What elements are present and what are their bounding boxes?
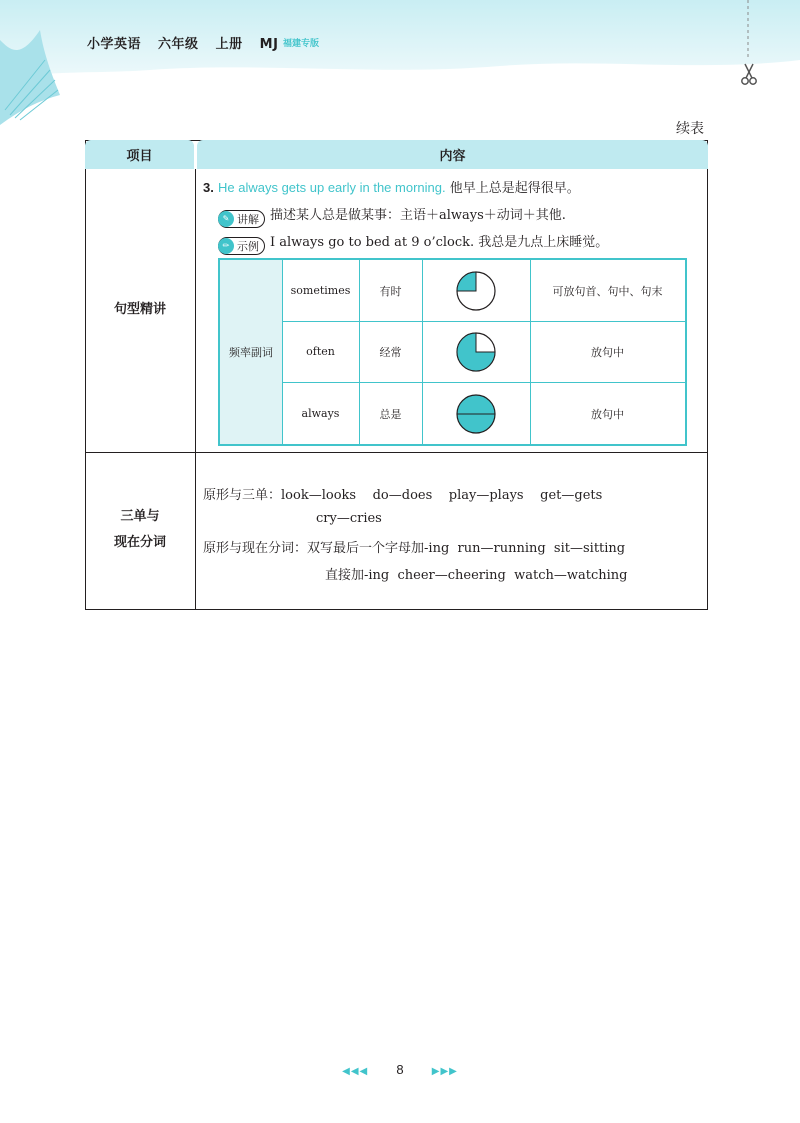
col-header-item: 项目 — [85, 140, 194, 169]
prev-arrows-icon: ◀◀◀ — [342, 1066, 369, 1077]
frequency-group-label: 频率副词 — [229, 346, 273, 359]
third-person-line-1 — [203, 484, 602, 503]
example-line — [218, 231, 608, 255]
freq-meaning: 经常 — [379, 345, 402, 359]
freq-word: often — [306, 345, 335, 358]
next-arrows-icon: ▶▶▶ — [431, 1066, 458, 1077]
participle-line-1 — [203, 537, 625, 556]
header-edition: MJ — [259, 37, 279, 52]
row-divider — [85, 452, 708, 453]
participle-line-2: 直接加-ing cheer—cheering watch—watching — [325, 568, 628, 583]
explain-tag-text: 讲解 — [237, 213, 259, 226]
example-tag-text: 示例 — [237, 240, 259, 253]
freq-word: always — [301, 407, 340, 420]
example-text: I always go to bed at 9 o’clock. 我总是九点上床睡觉。 — [270, 235, 609, 250]
header-banner — [0, 0, 800, 135]
participle-prefix: 原形与现在分词： — [203, 541, 308, 556]
third-person-prefix: 原形与三单： — [203, 488, 282, 503]
col-header-content: 内容 — [197, 140, 708, 169]
header-volume: 上册 — [215, 37, 243, 52]
frequency-grid — [282, 260, 685, 444]
frequency-circle-icon — [422, 383, 530, 444]
row-label-third-person — [85, 504, 195, 556]
header-region-tag: 福建专版 — [283, 39, 320, 49]
example-tag — [218, 237, 265, 255]
row-label-sentence-pattern: 句型精讲 — [113, 302, 166, 317]
item-number: 3. — [203, 180, 214, 195]
freq-word: sometimes — [290, 284, 351, 297]
row-label-line1: 三单与 — [120, 509, 160, 524]
frequency-circle-icon — [422, 321, 530, 382]
participle-items: 双写最后一个字母加-ing run—running sit—sitting — [307, 541, 626, 556]
freq-meaning: 有时 — [379, 284, 402, 298]
page-number: 8 — [396, 1062, 404, 1077]
explain-text: 描述某人总是做某事：主语＋always＋动词＋其他. — [270, 208, 566, 223]
freq-position: 放句中 — [591, 345, 624, 359]
explain-icon: ✎ — [218, 211, 234, 227]
freq-position: 可放句首、句中、句末 — [552, 284, 663, 298]
sentence-chinese: 他早上总是起得很早。 — [449, 181, 580, 196]
header-title — [87, 33, 290, 52]
freq-meaning: 总是 — [379, 407, 402, 421]
freq-position: 放句中 — [591, 407, 624, 421]
column-divider — [195, 169, 196, 610]
sentence-line — [203, 177, 580, 196]
sentence-english: He always gets up early in the morning. — [217, 180, 446, 195]
scissors-icon — [739, 62, 759, 86]
grammar-table — [85, 140, 708, 610]
third-person-items: look—looks do—does play—plays get—gets — [281, 488, 603, 503]
row-label-line2: 现在分词 — [113, 535, 166, 550]
header-subject: 小学英语 — [87, 37, 142, 52]
third-person-line-2: cry—cries — [316, 511, 382, 526]
pencil-icon: ✏ — [218, 238, 234, 254]
explain-line — [218, 204, 566, 228]
explain-tag — [218, 210, 265, 228]
frequency-adverb-table — [218, 258, 687, 446]
header-grade: 六年级 — [158, 37, 199, 52]
frequency-circle-icon — [422, 260, 530, 321]
page-footer — [0, 1062, 800, 1078]
continued-label: 续表 — [676, 121, 704, 137]
